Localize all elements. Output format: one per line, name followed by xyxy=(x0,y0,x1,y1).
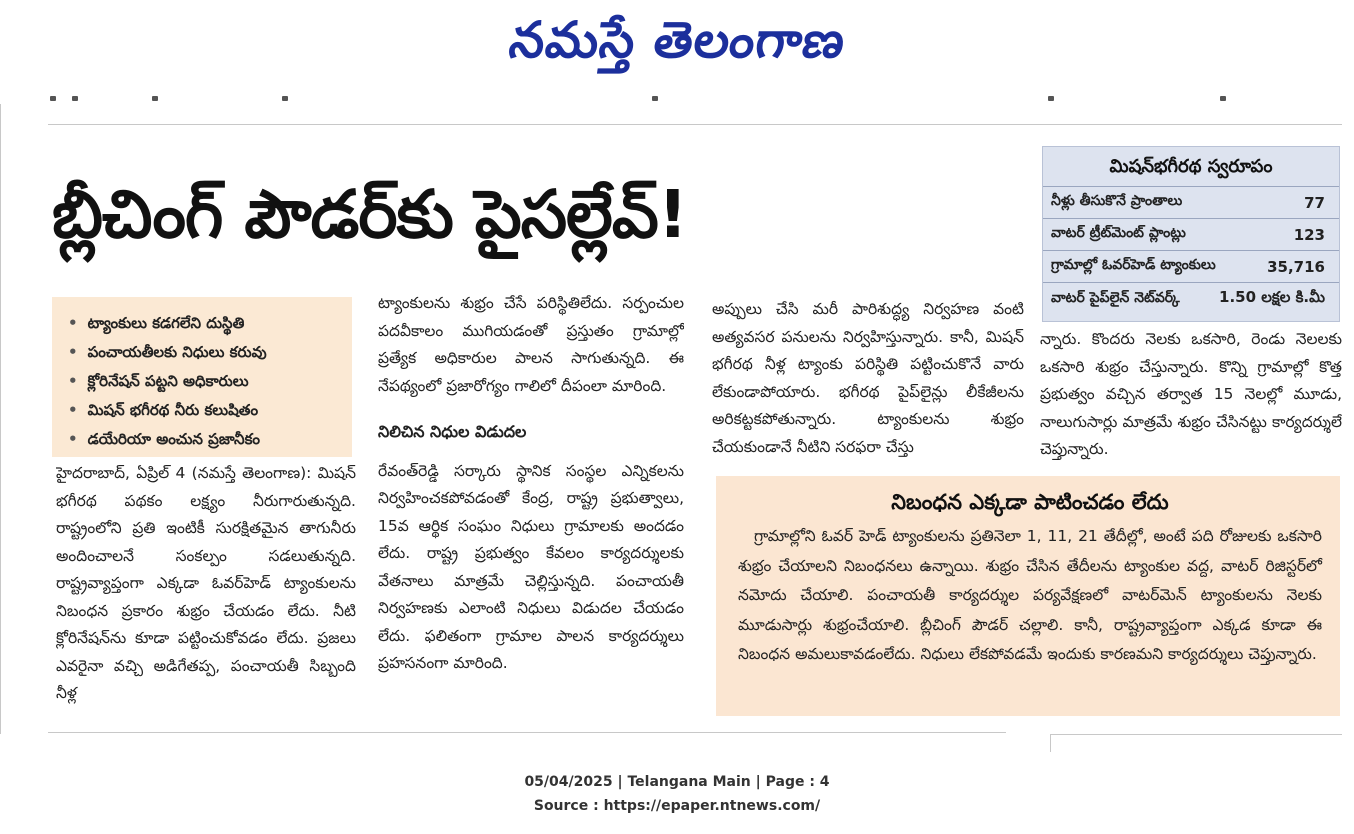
masthead-logo: నమస్తే తెలంగాణ xyxy=(506,10,850,69)
top-markers xyxy=(0,96,1354,106)
info-row-value: 123 xyxy=(1293,225,1325,244)
info-row-value: 35,716 xyxy=(1267,257,1325,276)
article-text: ట్యాంకులను శుభ్రం చేసే పరిస్థితిలేదు. సర్పంచుల పదవీకాలం ముగియడంతో ప్రస్తుతం గ్రామాల్లో ప్రత్యేక అధికారుల పాలన సాగుతున్నది. ఈ నేపథ్యంలో ప్రజారోగ్యం గాలిలో దీపంలా మారింది. xyxy=(378,294,684,395)
section-subhead: నిలిచిన నిధుల విడుదల xyxy=(378,422,527,441)
rules-panel-title: నిబంధన ఎక్కడా పాటించడం లేదు xyxy=(891,490,1169,514)
headline: బ్లీచింగ్ పౌడర్‌కు పైసల్లేవ్! xyxy=(52,176,687,253)
article-text: అప్పులు చేసి మరీ పారిశుద్ధ్య నిర్వహణ వంటి అత్యవసర పనులను నిర్వహిస్తున్నారు. కానీ, మిషన్ భగీరథ నీళ్ల ట్యాంకు పరిస్థితి పట్టించుకొనే వారు లేకుండాపోయారు. భగీరథ పైప్‌లైన్లు లీకేజీలను అరికట్టకపోతున్నారు. ట్యాంకులను శుభ్రం చేయకుండానే నీటిని సరఫరా చేస్తు xyxy=(712,300,1024,456)
bottom-rule xyxy=(48,732,1006,733)
masthead xyxy=(0,0,1354,92)
info-row-label: గ్రామాల్లో ఓవర్‌హెడ్ ట్యాంకులు xyxy=(1051,257,1216,273)
article-column-3 xyxy=(712,296,1024,466)
page-top-rule xyxy=(48,124,1342,125)
article-column-2 xyxy=(378,290,684,710)
article-text: హైదరాబాద్, ఏప్రిల్ 4 (నమస్తే తెలంగాణ): మిషన్ భగీరథ పథకం లక్ష్యం నీరుగారుతున్నది. రాష్ట్రంలోని ప్రతి ఇంటికీ సురక్షితమైన తాగునీరు అందించాలనే సంకల్పం సడలుతున్నది. రాష్ట్రవ్యాప్తంగా ఎక్కడా ఓవర్‌హెడ్ ట్యాంకులను నిబంధన ప్రకారం శుభ్రం చేయడం లేదు. నీటి క్లోరినేషన్‌ను కూడా పట్టించుకోవడం లేదు. ప్రజలు ఎవరైనా వచ్చి అడిగేతప్ప, పంచాయతీ సిబ్బంది నీళ్ల xyxy=(56,464,356,702)
article-column-4 xyxy=(1040,326,1342,466)
info-row xyxy=(1043,187,1339,219)
footer-source-line[interactable]: Source : https://epaper.ntnews.com/ xyxy=(533,798,821,814)
info-row-value: 1.50 లక్షల కి.మీ xyxy=(1219,288,1325,306)
highlight-item: • డయేరియా అంచున ప్రజానీకం xyxy=(68,425,342,454)
highlights-box xyxy=(52,297,352,457)
footer-edition-line: 05/04/2025 | Telangana Main | Page : 4 xyxy=(524,774,830,790)
info-row xyxy=(1043,251,1339,283)
info-box xyxy=(1042,146,1340,322)
highlight-item: • మిషన్ భగీరథ నీరు కలుషితం xyxy=(68,396,342,425)
info-row-label: నీళ్లు తీసుకొనే ప్రాంతాలు xyxy=(1051,193,1183,209)
info-row-label: వాటర్ పైప్‌లైన్ నెట్‌వర్క్ xyxy=(1051,289,1180,306)
info-row xyxy=(1043,283,1339,315)
bottom-right-rule xyxy=(1050,734,1342,735)
info-row-label: వాటర్ ట్రీట్‌మెంట్ ప్లాంట్లు xyxy=(1051,225,1186,241)
bottom-right-tick xyxy=(1050,734,1051,752)
info-row xyxy=(1043,219,1339,251)
info-box-title: మిషన్‌భగీరథ స్వరూపం xyxy=(1043,147,1339,187)
article-text: రేవంత్‌రెడ్డి సర్కారు స్థానిక సంస్థల ఎన్నికలను నిర్వహించకపోవడంతో కేంద్ర, రాష్ట్ర ప్రభుత్వాలు, 15వ ఆర్థిక సంఘం నిధులు గ్రామాలకు అందడం లేదు. రాష్ట్ర ప్రభుత్వం కేవలం కార్యదర్శులకు వేతనాలు మాత్రమే చెల్లిస్తున్నది. పంచాయతీ నిర్వహణకు ఎలాంటి నిధులు విడుదల చేయడం లేదు. ఫలితంగా గ్రామాల పాలన కార్యదర్శులు ప్రహసనంగా మారింది. xyxy=(378,461,684,672)
footer xyxy=(0,770,1354,818)
highlight-item: • ట్యాంకులు కడగలేని దుస్థితి xyxy=(68,309,342,338)
article-text: న్నారు. కొందరు నెలకు ఒకసారి, రెండు నెలలకు ఒకసారి శుభ్రం చేస్తున్నారు. కొన్ని గ్రామాల్లో కొత్త ప్రభుత్వం వచ్చిన తర్వాత 15 నెలల్లో మూడు, నాలుగుసార్లు మాత్రమే శుభ్రం చేసినట్టు కార్యదర్శులే చెప్తున్నారు. xyxy=(1040,330,1342,458)
article-column-1 xyxy=(56,460,356,710)
highlight-item: • క్లోరినేషన్ పట్టని అధికారులు xyxy=(68,367,342,396)
rules-panel xyxy=(716,476,1340,716)
left-edge-rule xyxy=(0,104,1,734)
rules-panel-text: గ్రామాల్లోని ఓవర్ హెడ్ ట్యాంకులను ప్రతినెలా 1, 11, 21 తేదీల్లో, అంటే పది రోజులకు ఒకసారి శుభ్రం చేయాలని నిబంధనలు ఉన్నాయి. శుభ్రం చేసిన తేదీలను ట్యాంకుల వద్ద, వాటర్ రిజిస్టర్‌లో నమోదు చేయాలి. పంచాయతీ కార్యదర్శుల పర్యవేక్షణలో వాటర్‌మెన్ ట్యాంకులను నెలకు మూడుసార్లు శుభ్రంచేయాలి. బ్లీచింగ్ పౌడర్ చల్లాలి. కానీ, రాష్ట్రవ్యాప్తంగా ఎక్కడ కూడా ఈ నిబంధన అమలుకావడంలేదు. నిధులు లేకపోవడమే ఇందుకు కారణమని కార్యదర్శులు చెప్తున్నారు. xyxy=(738,527,1322,663)
info-row-value: 77 xyxy=(1304,193,1325,212)
highlight-item: • పంచాయతీలకు నిధులు కరువు xyxy=(68,338,342,367)
